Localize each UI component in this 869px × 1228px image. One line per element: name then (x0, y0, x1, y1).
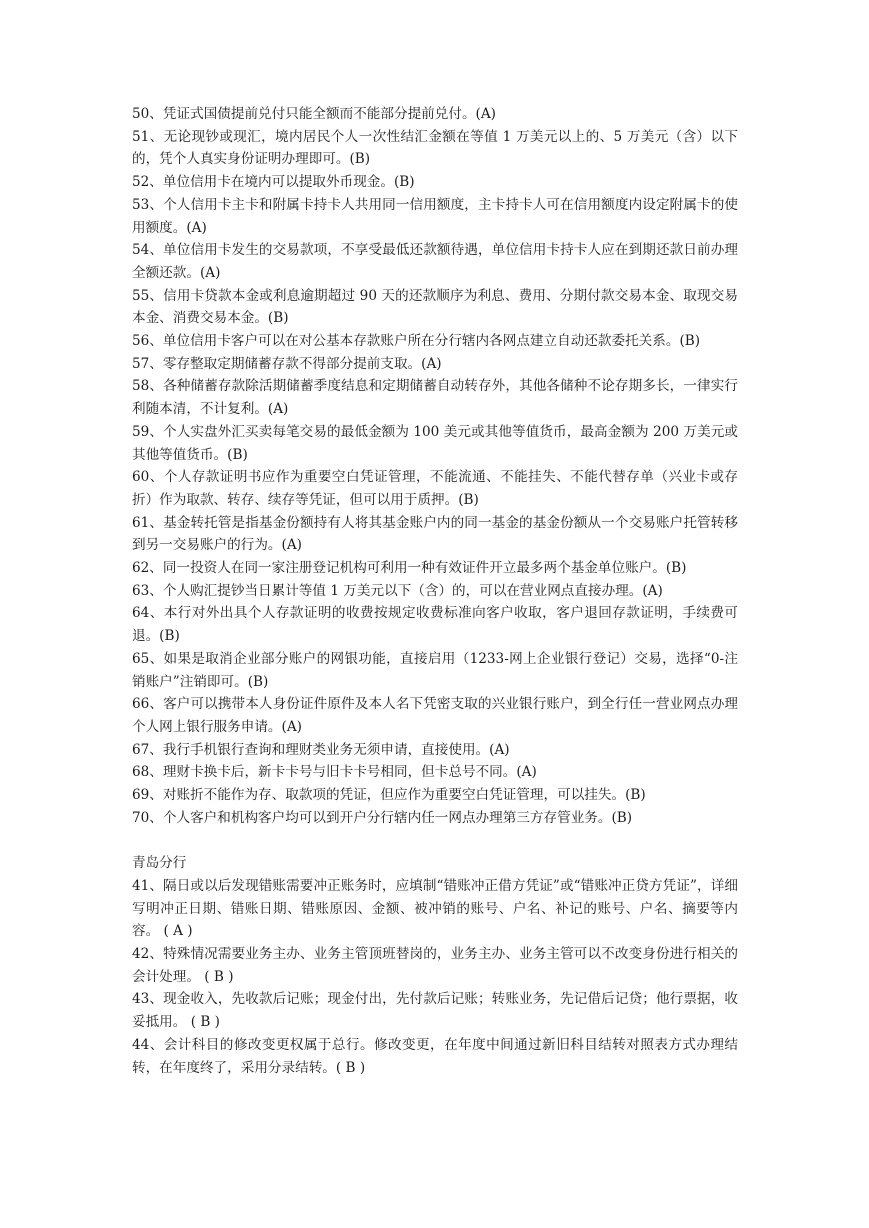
question-68: 68、理财卡换卡后，新卡卡号与旧卡卡号相同，但卡总号不同。(A) (132, 764, 537, 781)
document-body (132, 103, 738, 1079)
blank-line (132, 830, 738, 853)
question-42: 42、特殊情况需要业务主办、业务主管顶班替岗的，业务主办、业务主管可以不改变身份进行相关的会计处理。 ( B ) (132, 946, 738, 985)
question-60: 60、个人存款证明书应作为重要空白凭证管理，不能流通、不能挂失、不能代替存单（兴业卡或存折）作为取款、转存、续存等凭证，但可以用于质押。(B) (132, 469, 738, 508)
question-43: 43、现金收入，先收款后记账；现金付出，先付款后记账；转账业务，先记借后记贷；他行票据，收妥抵用。 ( B ) (132, 991, 738, 1031)
question-55: 55、信用卡贷款本金或利息逾期超过 90 天的还款顺序为利息、费用、分期付款交易本金、取现交易本金、消费交易本金。(B) (132, 287, 738, 327)
question-50: 50、凭证式国债提前兑付只能全额而不能部分提前兑付。(A) (132, 106, 496, 122)
question-56: 56、单位信用卡客户可以在对公基本存款账户所在分行辖内各网点建立自动还款委托关系。(B) (132, 333, 701, 350)
question-58: 58、各种储蓄存款除活期储蓄季度结息和定期储蓄自动转存外，其他各储种不论存期多长，一律实行利随本清，不计复利。(A) (132, 378, 738, 418)
question-62: 62、同一投资人在同一家注册登记机构可利用一种有效证件开立最多两个基金单位账户。(B) (132, 560, 687, 577)
question-57: 57、零存整取定期储蓄存款不得部分提前支取。(A) (132, 355, 442, 372)
question-41: 41、隔日或以后发现错账需要冲正账务时，应填制“错账冲正借方凭证”或“错账冲正贷方凭证”，详细写明冲正日期、错账日期、错账原因、金额、被冲销的账号、户名、补记的账号、户名、摘要等内容。 ( A ) (132, 877, 738, 940)
question-54: 54、单位信用卡发生的交易款项，不享受最低还款额待遇，单位信用卡持卡人应在到期还款日前办理全额还款。(A) (132, 242, 738, 281)
question-67: 67、我行手机银行查询和理财类业务无须申请，直接使用。(A) (132, 741, 510, 758)
question-53: 53、个人信用卡主卡和附属卡持卡人共用同一信用额度，主卡持卡人可在信用额度内设定附属卡的使用额度。(A) (132, 196, 738, 236)
question-65: 65、如果是取消企业部分账户的网银功能，直接启用（1233-网上企业银行登记）交易，选择“0-注销账户”注销即可。(B) (132, 650, 738, 690)
question-69: 69、对账折不能作为存、取款项的凭证，但应作为重要空白凭证管理，可以挂失。(B) (132, 787, 646, 804)
question-63: 63、个人购汇提钞当日累计等值 1 万美元以下（含）的，可以在营业网点直接办理。(A) (132, 582, 663, 599)
question-66: 66、客户可以携带本人身份证件原件及本人名下凭密支取的兴业银行账户，到全行任一营业网点办理个人网上银行服务申请。(A) (132, 696, 738, 735)
question-61: 61、基金转托管是指基金份额持有人将其基金账户内的同一基金的基金份额从一个交易账户托管转移到另一交易账户的行为。(A) (132, 514, 738, 554)
question-44: 44、会计科目的修改变更权属于总行。修改变更，在年度中间通过新旧科目结转对照表方式办理结转，在年度终了，采用分录结转。( B ) (132, 1036, 738, 1076)
question-64: 64、本行对外出具个人存款证明的收费按规定收费标准向客户收取，客户退回存款证明，手续费可退。(B) (132, 605, 738, 645)
question-70: 70、个人客户和机构客户均可以到开户分行辖内任一网点办理第三方存管业务。(B) (132, 809, 633, 826)
question-52: 52、单位信用卡在境内可以提取外币现金。(B) (132, 174, 415, 191)
question-51: 51、无论现钞或现汇，境内居民个人一次性结汇金额在等值 1 万美元以上的、5 万美元（含）以下的，凭个人真实身份证明办理即可。(B) (132, 128, 738, 168)
section-title: 青岛分行 (132, 855, 187, 872)
question-59: 59、个人实盘外汇买卖每笔交易的最低金额为 100 美元或其他等值货币，最高金额为 200 万美元或其他等值货币。(B) (132, 423, 738, 463)
